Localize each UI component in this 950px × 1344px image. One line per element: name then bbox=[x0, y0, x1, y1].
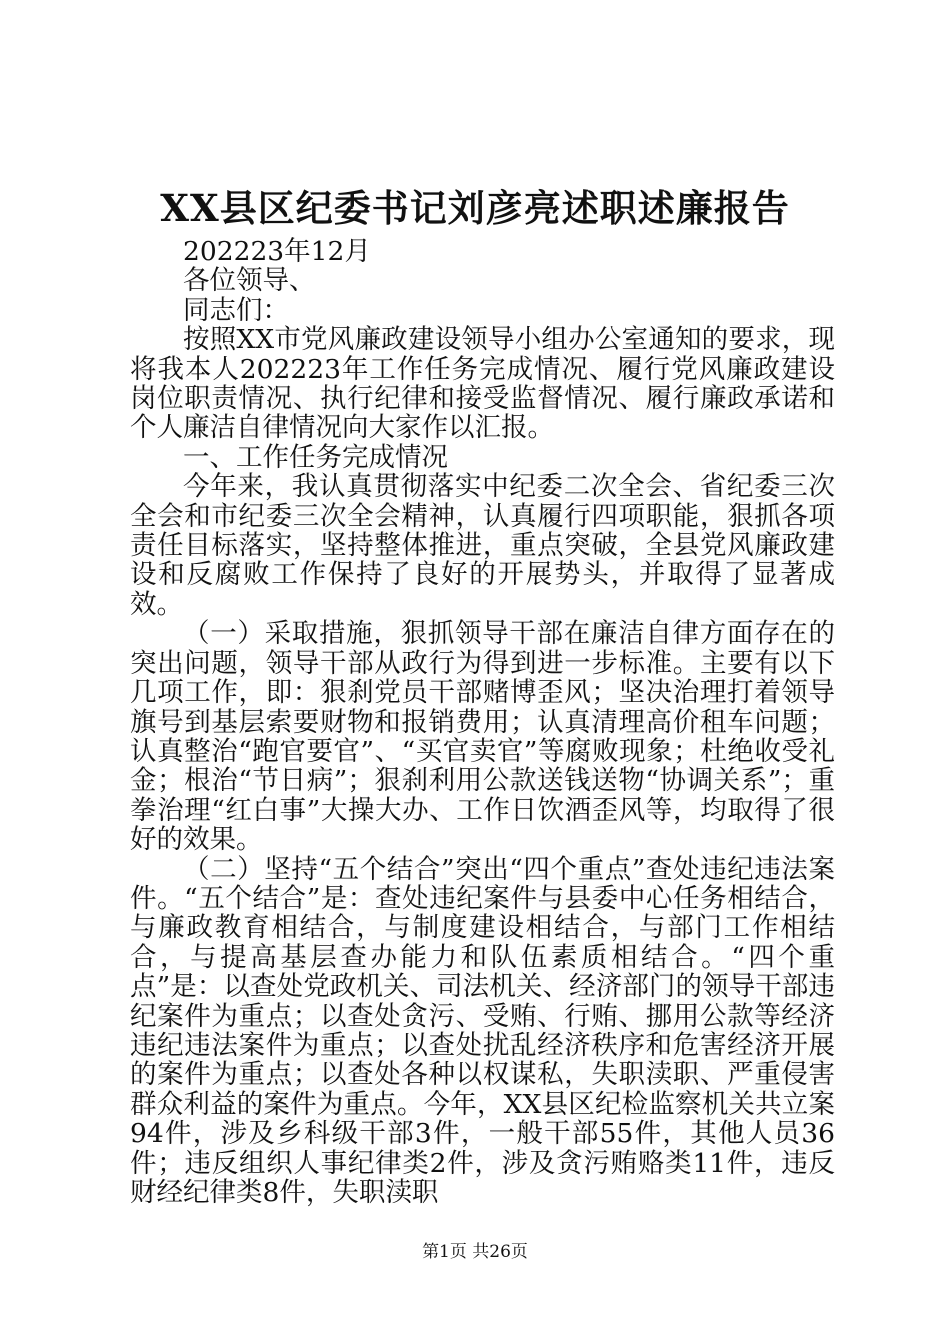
body-paragraph: 今年来，我认真贯彻落实中纪委二次全会、省纪委三次全会和市纪委三次全会精神，认真履行四项职能，狠抓各项责任目标落实，坚持整体推进，重点突破，全县党风廉政建设和反腐败工作保持了良好的开展势头，并取得了显著成效。 bbox=[130, 471, 835, 620]
salutation-comrades: 同志们： bbox=[183, 294, 289, 326]
body-paragraph: （一）采取措施，狠抓领导干部在廉洁自律方面存在的突出问题，领导干部从政行为得到进一步标准。主要有以下几项工作，即：狠刹党员干部赌博歪风；坚决治理打着领导旗号到基层索要财物和报销费用；认真清理高价租车问题；认真整治“跑官要官”、“买官卖官”等腐败现象；杜绝收受礼金；根治“节日病”；狠刹利用公款送钱送物“协调关系”；重拳治理“红白事”大操大办、工作日饮酒歪风等，均取得了很好的效果。 bbox=[130, 618, 835, 856]
date-line: 202223年12月 bbox=[183, 236, 371, 267]
body-paragraph: （二）坚持“五个结合”突出“四个重点”查处违纪违法案件。“五个结合”是：查处违纪案件与县委中心任务相结合，与廉政教育相结合，与制度建设相结合，与部门工作相结合，与提高基层查办能力和队伍素质相结合。“四个重点”是：以查处党政机关、司法机关、经济部门的领导干部违纪案件为重点；以查处贪污、受贿、行贿、挪用公款等经济违纪违法案件为重点；以查处扰乱经济秩序和危害经济开展的案件为重点；以查处各种以权谋私，失职渎职、严重侵害群众利益的案件为重点。今年，XX县区纪检监察机关共立案94件，涉及乡科级干部3件，一般干部55件，其他人员36件；违反组织人事纪律类2件，涉及贪污贿赂类11件，违反财经纪律类8件，失职渎职 bbox=[130, 853, 835, 1208]
page-footer: 第1页 共26页 bbox=[422, 1242, 528, 1262]
document-title: XX县区纪委书记刘彦亮述职述廉报告 bbox=[160, 186, 790, 230]
section-heading: 一、工作任务完成情况 bbox=[183, 441, 448, 473]
salutation-leaders: 各位领导、 bbox=[183, 265, 316, 297]
document-body bbox=[130, 237, 835, 1207]
intro-paragraph: 按照XX市党风廉政建设领导小组办公室通知的要求，现将我本人202223年工作任务完成情况、履行党风廉政建设岗位职责情况、执行纪律和接受监督情况、履行廉政承诺和个人廉洁自律情况向大家作以汇报。 bbox=[130, 324, 835, 444]
